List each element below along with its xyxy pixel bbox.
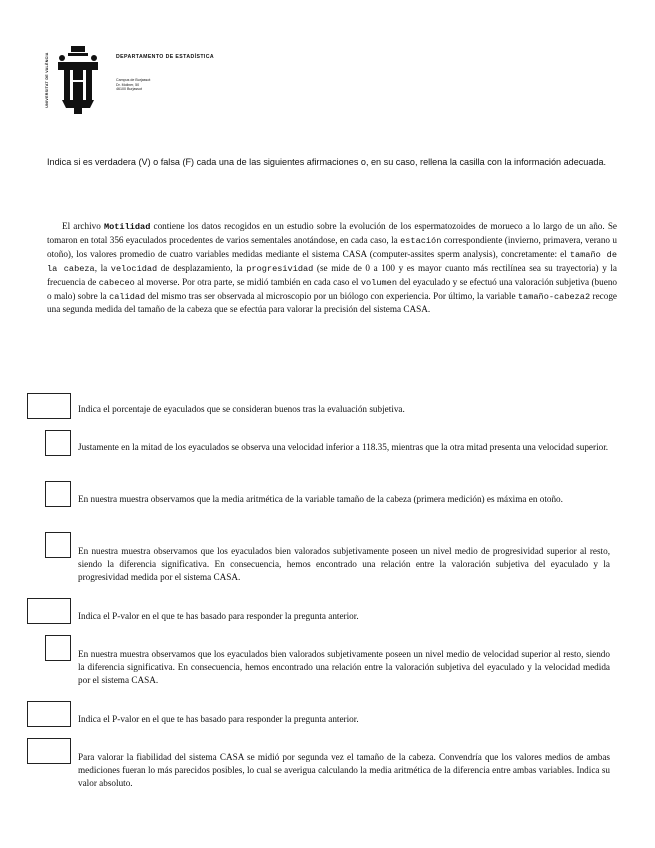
text-segment: del eyaculado y se efectuó una valoración subjetiva (bueno o malo) sobre la xyxy=(47,276,618,301)
text-segment: recoge una segunda medida del tamaño de la cabeza que se efectúa para valorar la precisión del sistema CASA. xyxy=(47,290,617,315)
department-name: DEPARTAMENTO DE ESTADÍSTICA xyxy=(116,54,215,60)
question-text: Indica el P-valor en el que te has basado para responder la pregunta anterior. xyxy=(78,611,359,621)
department-address xyxy=(116,78,150,92)
variable-name: volumen xyxy=(360,277,397,288)
text-segment: al moverse. Por otra parte, se midió también en cada caso el xyxy=(134,276,361,287)
answer-box[interactable] xyxy=(27,701,71,727)
university-name: UNIVERSITAT DE VALÈNCIA xyxy=(45,52,49,108)
vf-box[interactable] xyxy=(45,481,71,507)
address-line: 46100 Burjassot xyxy=(116,87,142,92)
question-text: En nuestra muestra observamos que los eyaculados bien valorados subjetivamente poseen un nivel medio de progresividad superior al resto, siendo la diferencia significativa. En consecuencia, hemos encontrado una relación entre la valoración subjetiva del eyaculado y la progresividad medida por el sistema CASA. xyxy=(78,546,610,582)
answer-box[interactable] xyxy=(27,738,71,764)
question-text: En nuestra muestra observamos que la media aritmética de la variable tamaño de la cabeza (primera medición) es máxima en otoño. xyxy=(78,494,563,504)
context-paragraph xyxy=(47,220,617,316)
address-line: Dr. Moliner, 50 xyxy=(116,82,140,87)
question-text: Justamente en la mitad de los eyaculados se observa una velocidad inferior a 118.35, mientras que la otra mitad presenta una velocidad superior. xyxy=(78,442,609,452)
university-logo-icon xyxy=(54,40,104,120)
vf-box[interactable] xyxy=(45,532,71,558)
answer-box[interactable] xyxy=(27,598,71,624)
vf-box[interactable] xyxy=(45,635,71,661)
question-text: Para valorar la fiabilidad del sistema CASA se midió por segunda vez el tamaño de la cabeza. Convendría que los valores medios de ambas mediciones fueran lo más parecidos posibles, lo cual se averigua calculando la media aritmética de la diferencia entre ambas variables. Indica su valor absoluto. xyxy=(78,752,610,788)
variable-name: tamaño de la cabeza xyxy=(47,249,617,274)
text-segment: contiene los datos recogidos en un estudio sobre la evolución de los espermatozoides de morueco a lo largo de un año. Se tomaron en total 356 eyaculados procedentes de varios sementales anotándose, en cada caso, la xyxy=(47,221,618,245)
variable-name: tamaño-cabeza2 xyxy=(517,291,591,302)
question-text: En nuestra muestra observamos que los eyaculados bien valorados subjetivamente poseen un nivel medio de velocidad superior al resto, siendo la diferencia significativa. En consecuencia, hemos encontrado una relación entre la valoración subjetiva del eyaculado y la velocidad medida por el sistema CASA. xyxy=(78,649,610,685)
text-segment: (se mide de 0 a 100 y es mayor cuanto más rectilínea sea su trayectoria) y la frecuencia de xyxy=(47,262,617,287)
text-segment: El archivo xyxy=(62,221,104,231)
answer-box[interactable] xyxy=(27,393,71,419)
university-vertical-text xyxy=(40,38,54,122)
variable-name: velocidad xyxy=(110,263,158,274)
text-segment: del mismo tras ser observada al microscopio por un biólogo con experiencia. Por último, la variable xyxy=(145,290,518,301)
question-text: Indica el P-valor en el que te has basado para responder la pregunta anterior. xyxy=(78,714,359,724)
variable-name: Motilidad xyxy=(103,222,151,232)
instructions: Indica si es verdadera (V) o falsa (F) cada una de las siguientes afirmaciones o, en su caso, rellena la casilla con la información adecuada. xyxy=(47,157,607,167)
variable-name: estación xyxy=(400,235,442,246)
text-segment: de desplazamiento, la xyxy=(157,262,247,273)
variable-name: progresividad xyxy=(246,263,314,274)
vf-box[interactable] xyxy=(45,430,71,456)
text-segment: correspondiente (invierno, primavera, verano u otoño), los valores promedio de cuatro variables medidas mediante el sistema CASA (computer-assites sperm analysis), concretamente: el xyxy=(47,234,617,259)
variable-name: cabeceo xyxy=(98,277,135,288)
text-segment: , la xyxy=(94,262,111,273)
question-text: Indica el porcentaje de eyaculados que se consideran buenos tras la evaluación subjetiva. xyxy=(78,404,405,414)
address-line: Campus de Burjassot xyxy=(116,78,151,82)
variable-name: calidad xyxy=(109,291,146,302)
